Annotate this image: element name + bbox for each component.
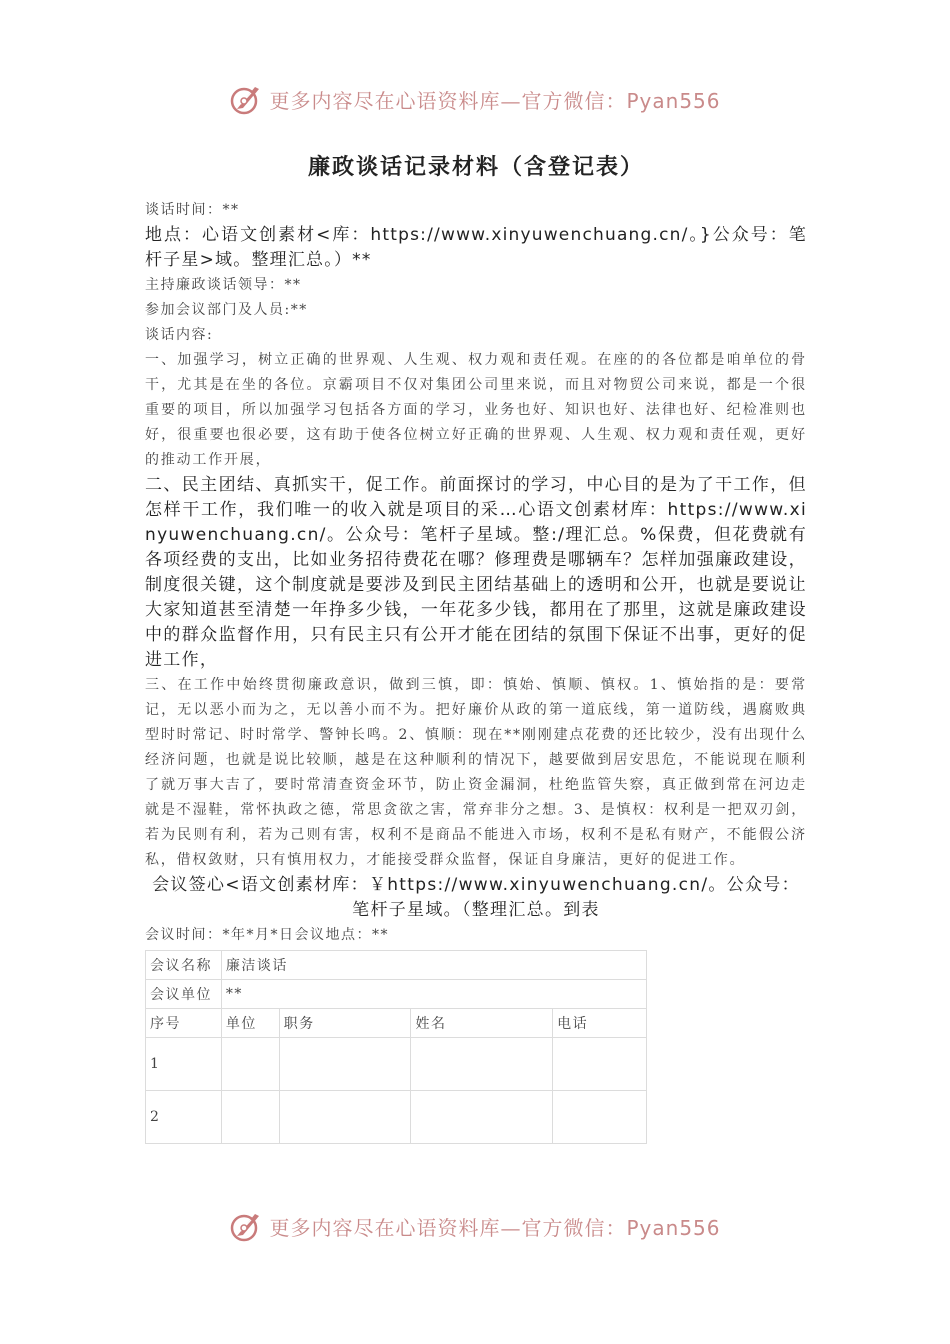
attendance-table [145,950,647,1144]
table-header-row [146,1009,647,1038]
meeting-name-label: 会议名称 [146,951,222,980]
row-name-cell [411,1038,553,1091]
paragraph-3: 三、在工作中始终贯彻廉政意识，做到三慎，即：慎始、慎顺、慎权。1、慎始指的是：要常记，无以恶小而为之，无以善小而不为。把好廉价从政的第一道底线，第一道防线，遇腐败典型时时常记、时时常学、警钟长鸣。2、慎顺：现在**刚刚建点花费的还比较少，没有出现什么经济问题，也就是说比较顺，越是在这种顺利的情况下，越要做到居安思危，不能说现在顺利了就万事大吉了，要时常清查资金环节，防止资金漏洞，杜绝监管失察，真正做到常在河边走就是不湿鞋，常怀执政之德，常思贪欲之害，常弃非分之想。3、是慎权：权利是一把双刃剑，若为民则有利，若为己则有害，权利不是商品不能进入市场，权利不是私有财产，不能假公济私，借权敛财，只有慎用权力，才能接受群众监督，保证自身廉洁，更好的促进工作。 [145,677,807,868]
banner-main-text: 更多内容尽在心语资料库 [269,88,501,113]
attendees-line: 参加会议部门及人员:** [145,302,308,318]
location-line: 地点：心语文创素材<库：https://www.xinyuwenchuang.cn/。}公众号：笔杆子星>域。整理汇总。）** [145,225,807,270]
quill-logo-icon [229,1209,263,1243]
time-line: 谈话时间：** [145,202,240,218]
banner-official-label: 官方微信： [521,88,627,113]
content-label: 谈话内容: [145,327,214,343]
header-index: 序号 [146,1009,222,1038]
paragraph-2: 二、民主团结、真抓实干，促工作。前面探讨的学习，中心目的是为了干工作，但怎样干工作，我们唯一的收入就是项目的采…心语文创素材库：https://www.xinyuwenchuang.cn/。公众号：笔杆子星域。整:/理汇总。%保费，但花费就有各项经费的支出，比如业务招待费花在哪？修理费是哪辆车？怎样加强廉政建设，制度很关键，这个制度就是要涉及到民主团结基础上的透明和公开，也就是要说让大家知道甚至清楚一年挣多少钱，一年花多少钱，都用在了那里，这就是廉政建设中的群众监督作用，只有民主只有公开才能在团结的氛围下保证不出事，更好的促进工作， [145,475,807,670]
row-unit-cell [221,1038,279,1091]
table-row [146,1038,647,1091]
footer-banner [0,1209,950,1243]
banner-wechat-id: Pyan556 [626,1215,721,1240]
sign-in-heading: 会议签心<语文创素材库：￥https://www.xinyuwenchuang.cn/。公众号：笔杆子星域。（整理汇总。到表 [152,875,800,920]
meeting-unit-value: ** [221,980,646,1009]
quill-logo-icon [229,82,263,116]
row-unit-cell [221,1091,279,1144]
meeting-unit-row [146,980,647,1009]
banner-wechat-id: Pyan556 [626,88,721,113]
meeting-name-value: 廉洁谈话 [221,951,646,980]
header-unit: 单位 [221,1009,279,1038]
banner-separator: — [500,88,522,113]
document-title: 廉政谈话记录材料（含登记表） [307,155,644,180]
banner-separator: — [500,1215,522,1240]
paragraph-1: 一、加强学习，树立正确的世界观、人生观、权力观和责任观。在座的的各位都是咱单位的骨干，尤其是在坐的各位。京霸项目不仅对集团公司里来说，而且对物贸公司来说，都是一个很重要的项目，所以加强学习包括各方面的学习，业务也好、知识也好、法律也好、纪检准则也好，很重要也很必要，这有助于使各位树立好正确的世界观、人生观、权力观和责任观，更好的推动工作开展， [145,352,807,468]
meeting-info-line: 会议时间：*年*月*日会议地点：** [145,927,389,943]
row-position-cell [279,1038,411,1091]
document-body [145,150,807,1144]
table-row [146,1091,647,1144]
row-phone-cell [553,1038,647,1091]
meeting-unit-label: 会议单位 [146,980,222,1009]
header-name: 姓名 [411,1009,553,1038]
row-index: 1 [146,1038,222,1091]
meeting-name-row [146,951,647,980]
row-name-cell [411,1091,553,1144]
banner-official-label: 官方微信： [521,1215,627,1240]
row-index: 2 [146,1091,222,1144]
header-position: 职务 [279,1009,411,1038]
host-line: 主持廉政谈话领导：** [145,277,302,293]
banner-text [269,85,720,114]
header-banner [0,82,950,116]
banner-text [269,1212,720,1241]
header-phone: 电话 [553,1009,647,1038]
banner-main-text: 更多内容尽在心语资料库 [269,1215,501,1240]
row-phone-cell [553,1091,647,1144]
row-position-cell [279,1091,411,1144]
